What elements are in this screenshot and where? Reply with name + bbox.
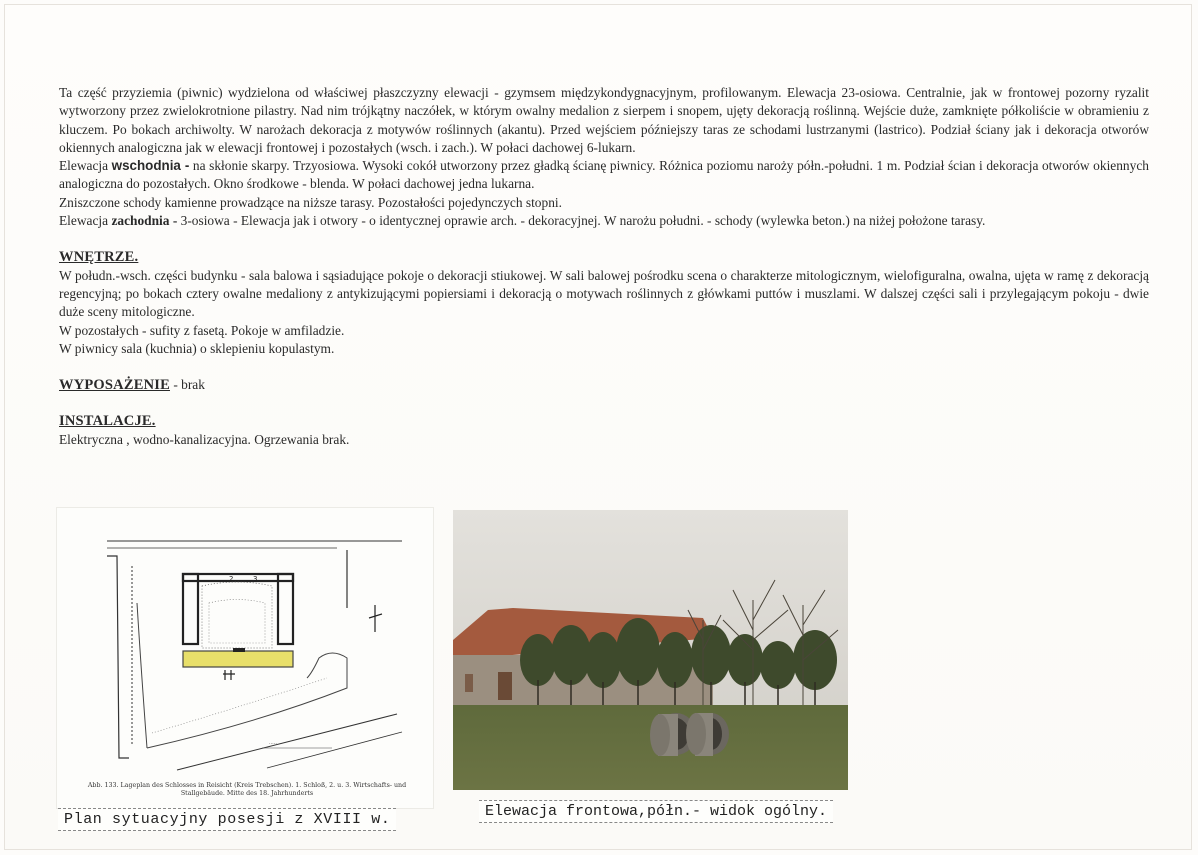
plan-source-line-2: Stallgebäude. Mitte des 18. Jahrhunderts [180, 790, 314, 797]
plan-source-line-1: Abb. 133. Lageplan des Schlosses in Reisicht (Kreis Trebschen). 1. Schloß, 2. u. 3. Wirtschafts- und [87, 782, 407, 789]
site-plan-drawing [57, 508, 433, 778]
equipment-heading: WYPOSAŻENIE [59, 377, 170, 394]
interior-text-2: W pozostałych - sufity z fasetą. Pokoje w amfiladzie. [59, 322, 345, 338]
spacer [59, 358, 1149, 376]
interior-heading: WNĘTRZE. [59, 249, 139, 266]
svg-text:3: 3 [253, 575, 258, 583]
equipment-line [59, 376, 1149, 394]
east-label: wschodnia - [111, 158, 190, 174]
west-prefix: Elewacja [59, 213, 109, 229]
svg-text:2: 2 [229, 575, 234, 583]
plan-source-caption [67, 782, 427, 798]
interior-text-3: W piwnicy sala (kuchnia) o sklepieniu kopulastym. [59, 340, 335, 356]
site-plan-figure [56, 507, 434, 809]
west-label: zachodnia - [111, 213, 178, 229]
paragraph-west-elevation [59, 212, 1149, 230]
spacer [59, 230, 1149, 248]
interior-text-1: W połudn.-wsch. części budynku - sala balowa i sąsiadujące pokoje o dekoracji stiukowej. W sali balowej pośrodku scena o charakterze mitologicznym, wielofiguralna, owalna, ujęta w ramę z dekoracją regencyjną; po bokach cztery owalne medaliony z antykizującymi popiersiami i dekoracją o motywach roślinnych z główkami puttów i muszlami. W dalszej części sali i przylegającym pokoju - dwie duże sceny mitologiczne. [59, 267, 1149, 320]
equipment-text: - brak [169, 377, 205, 393]
svg-text:.....: ..... [269, 740, 277, 746]
east-prefix: Elewacja [59, 158, 109, 174]
photo-scene [453, 510, 848, 790]
spacer [59, 394, 1149, 412]
east-text: na skłonie skarpy. Trzyosiowa. Wysoki cokół utworzony przez gładką ścianę piwnicy. Różnica poziomu naroży półn.-południ. 1 m. Podział ścian i dekoracja otworów okiennych analogiczna do pozostałych. Okno środkowe - blenda. W połaci dachowej jedna lukarna. [59, 158, 1149, 192]
document-text [59, 84, 1149, 449]
paragraph-stairs: Zniszczone schody kamienne prowadzące na niższe tarasy. Pozostałości pojedynczych stopni. [59, 194, 562, 210]
paragraph-east-elevation [59, 157, 1149, 194]
installations-heading: INSTALACJE. [59, 413, 156, 430]
west-text: 3-osiowa - Elewacja jak i otwory - o identycznej oprawie arch. - dekoracyjnej. W narożu południ. - schody (wylewka beton.) na niżej położone tarasy. [177, 213, 986, 229]
building-photo [453, 510, 848, 790]
plan-caption: Plan sytuacyjny posesji z XVIII w. [58, 808, 396, 831]
photo-caption: Elewacja frontowa,półn.- widok ogólny. [479, 800, 833, 823]
paragraph-north-elevation: Ta część przyziemia (piwnic) wydzielona od właściwej płaszczyzny elewacji - gzymsem międzykondygnacyjnym, profilowanym. Elewacja 23-osiowa. Centralnie, jak w frontowej pozorny ryzalit wytworzony przez zwielokrotnione pilastry. Nad nim trójkątny naczółek, w którym owalny medalion z sierpem i snopem, ujęty dekoracją roślinną. Wejście duże, zamknięte półkoliście w obramieniu z kluczem. Po bokach archiwolty. W narożach dekoracja z motywów roślinnych (akantu). Przed wejściem późniejszy taras ze schodami lustrzanymi (lastrico). Podział ściany jak i dekoracja otworów okiennych analogiczna jak w elewacji frontowej i pozostałych (wsch. i zach.). W połaci dachowej 6-lukarn. [59, 85, 1149, 155]
installations-text: Elektryczna , wodno-kanalizacyjna. Ogrzewania brak. [59, 431, 350, 447]
